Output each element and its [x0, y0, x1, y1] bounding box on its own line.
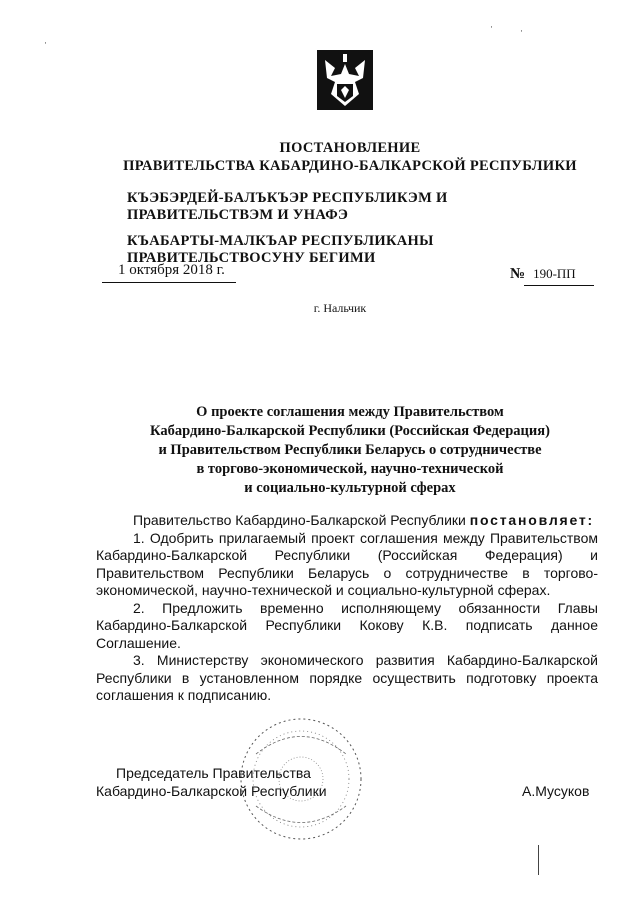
body-item: 3. Министерству экономического развития Кабардино-Балкарской Республики в установленном порядке осуществить подготовку проекта соглашения к подписанию. [96, 652, 598, 703]
body-intro [96, 512, 598, 530]
signatory-position-line2: Кабардино-Балкарской Республики [96, 783, 327, 799]
body-item: 1. Одобрить прилагаемый проект соглашения между Правительством Кабардино-Балкарской Республики (Российская Федерация) и Правительством Республики Беларусь о сотрудничестве в торгово-экономической, научно-технической и социально-культурной сферах. [96, 529, 598, 598]
document-date: 1 октября 2018 г. [118, 262, 225, 278]
document-type: ПОСТАНОВЛЕНИЕ [279, 140, 421, 156]
number-value: 190-ПП [533, 266, 576, 281]
signatory-name: А.Мусуков [522, 783, 590, 799]
scan-mark: · [490, 22, 493, 32]
title-line: О проекте соглашения между Правительством [196, 404, 504, 420]
intro-text: Правительство Кабардино-Балкарской Республики [133, 512, 466, 528]
margin-line [538, 845, 539, 875]
title-line: в торгово-экономической, научно-технической [196, 461, 504, 477]
document-title [140, 403, 560, 498]
signatory-position-line1: Председатель Правительства [116, 765, 311, 781]
number-sign: № [510, 266, 526, 282]
document-body [96, 512, 598, 705]
scan-mark: · [520, 26, 523, 36]
government-name-ru: ПРАВИТЕЛЬСТВА КАБАРДИНО-БАЛКАРСКОЙ РЕСПУБЛИКИ [123, 158, 577, 174]
number-underline [524, 285, 594, 286]
title-line: и социально-культурной сферах [244, 480, 456, 496]
body-item: 2. Предложить временно исполняющему обязанности Главы Кабардино-Балкарской Республики Кокову К.В. подписать данное Соглашение. [96, 599, 598, 651]
government-name-krc: КЪАБАРТЫ-МАЛКЪАР РЕСПУБЛИКАНЫ ПРАВИТЕЛЬСТВОСУНУ БЕГИМИ [127, 233, 434, 266]
title-line: Кабардино-Балкарской Республики (Российская Федерация) [150, 423, 550, 439]
document-number [510, 266, 576, 283]
intro-verb: постановляет: [469, 512, 595, 528]
date-underline [102, 282, 236, 283]
title-line: и Правительством Республики Беларусь о сотрудничестве [158, 442, 542, 458]
scan-mark: · [44, 38, 47, 48]
coat-of-arms-icon [311, 46, 379, 116]
government-name-kbd: КЪЭБЭРДЕЙ-БАЛЪКЪЭР РЕСПУБЛИКЭМ И ПРАВИТЕЛЬСТВЭМ И УНАФЭ [127, 190, 448, 223]
city: г. Нальчик [313, 301, 367, 315]
